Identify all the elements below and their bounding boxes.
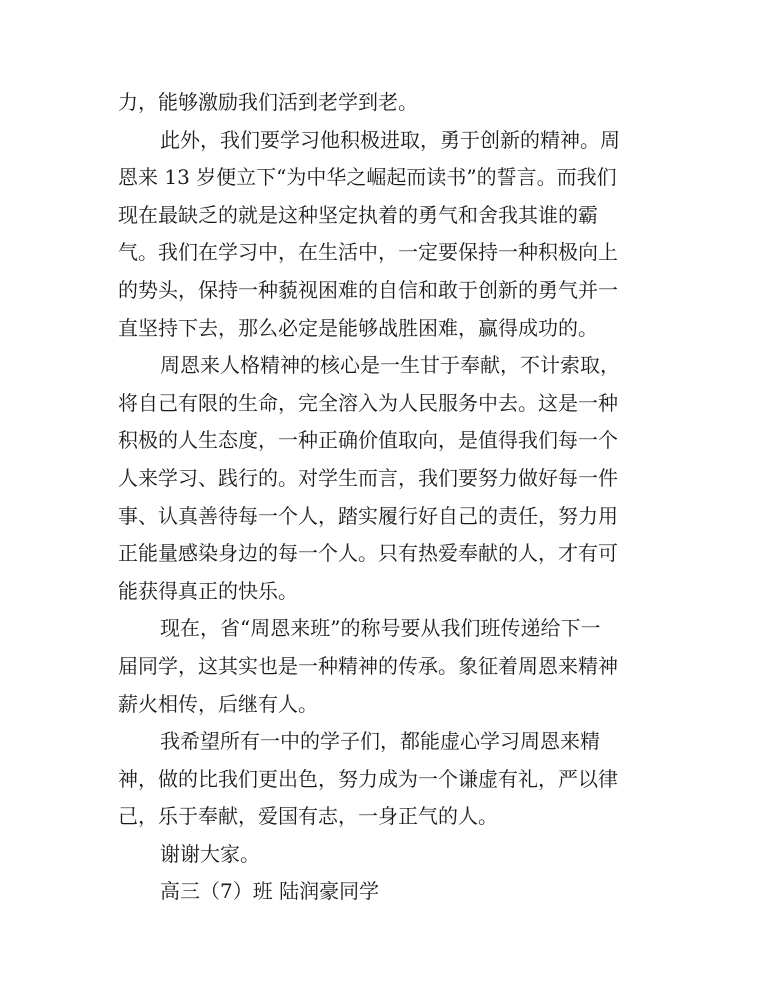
text-line: 薪火相传，后继有人。 <box>118 691 318 716</box>
text-line: 届同学，这其实也是一种精神的传承。象征着周恩来精神 <box>118 653 618 678</box>
text-line: 气。我们在学习中，在生活中，一定要保持一种积极向上 <box>118 240 618 265</box>
text-line: 人来学习、践行的。对学生而言，我们要努力做好每一件 <box>118 465 618 490</box>
speech-text <box>118 84 658 911</box>
text-line: 现在最缺乏的就是这种坚定执着的勇气和舍我其谁的霸 <box>118 202 598 227</box>
text-line: 正能量感染身边的每一个人。只有热爱奉献的人，才有可 <box>118 541 618 566</box>
closing-thanks: 谢谢大家。 <box>160 841 260 866</box>
paragraph-first-line: 周恩来人格精神的核心是一生甘于奉献，不计索取， <box>160 353 620 378</box>
text-line: 力，能够激励我们活到老学到老。 <box>118 90 418 114</box>
text-line: 积极的人生态度，一种正确价值取向，是值得我们每一个 <box>118 428 618 453</box>
text-line: 事、认真善待每一个人，踏实履行好自己的责任，努力用 <box>118 503 618 528</box>
text-line: 恩来 13 岁便立下“为中华之崛起而读书”的誓言。而我们 <box>118 165 617 190</box>
text-line: 己，乐于奉献，爱国有志，一身正气的人。 <box>118 804 498 829</box>
text-line: 将自己有限的生命，完全溶入为人民服务中去。这是一种 <box>118 390 618 415</box>
text-line: 能获得真正的快乐。 <box>118 578 298 603</box>
paragraph-first-line: 此外，我们要学习他积极进取，勇于创新的精神。周 <box>160 127 620 152</box>
text-line: 的势头，保持一种藐视困难的自信和敢于创新的勇气并一 <box>118 277 618 302</box>
paragraph-first-line: 现在，省“周恩来班”的称号要从我们班传递给下一 <box>160 616 601 641</box>
speaker-signature: 高三（7）班 陆润豪同学 <box>160 879 380 904</box>
text-line: 神，做的比我们更出色，努力成为一个谦虚有礼，严以律 <box>118 766 618 791</box>
paragraph-first-line: 我希望所有一中的学子们，都能虚心学习周恩来精 <box>160 729 600 754</box>
text-line: 直坚持下去，那么必定是能够战胜困难，赢得成功的。 <box>118 315 598 340</box>
